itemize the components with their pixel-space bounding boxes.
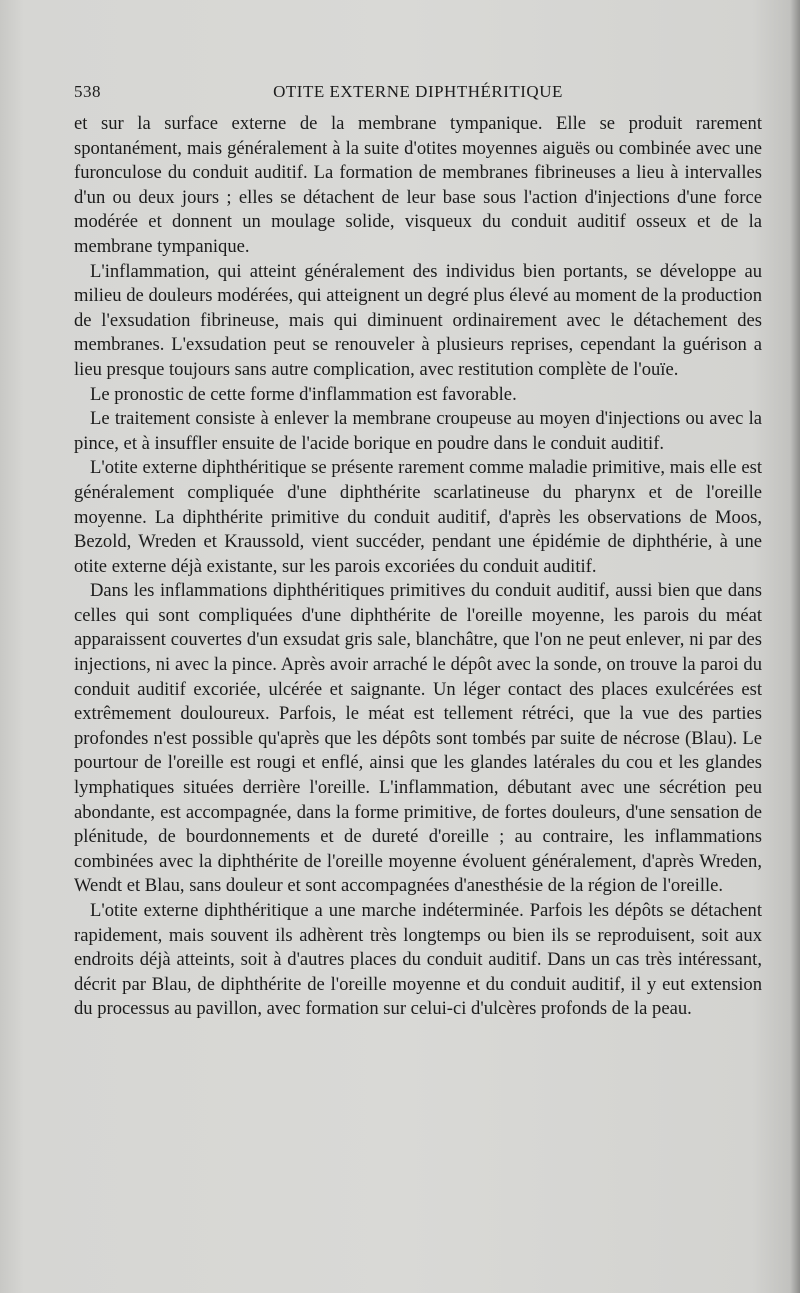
running-title: OTITE EXTERNE DIPHTHÉRITIQUE (273, 82, 563, 101)
paragraph: et sur la surface externe de la membrane tympanique. Elle se produit rarement spontanément, mais généralement à la suite d'otites moyennes aiguës ou combinée avec une furonculose du conduit auditif. La formation de membranes fibrineuses a lieu à intervalles d'un ou deux jours ; elles se détachent de leur base sous l'action d'injections d'une force modérée et donnent un moulage solide, visqueux du conduit auditif osseux et de la membrane tympanique. (74, 113, 762, 257)
body-text (74, 112, 762, 1022)
page-number: 538 (74, 82, 101, 101)
page-edge-shadow (790, 0, 800, 1293)
running-head (74, 82, 762, 102)
paragraph: L'otite externe diphthéritique se présente rarement comme maladie primitive, mais elle est généralement compliquée d'une diphthérite scarlatineuse du pharynx et de l'oreille moyenne. La diphthérite primitive du conduit auditif, d'après les observations de Moos, Bezold, Wreden et Kraussold, vient succéder, pendant une épidémie de diphthérie, à une otite externe déjà existante, sur les parois excoriées du conduit auditif. (74, 457, 762, 577)
paragraph: Le traitement consiste à enlever la membrane croupeuse au moyen d'injections ou avec la pince, et à insuffler ensuite de l'acide borique en poudre dans le conduit auditif. (74, 408, 762, 454)
paragraph: L'inflammation, qui atteint généralement des individus bien portants, se développe au milieu de douleurs modérées, qui atteignent un degré plus élevé au moment de la production de l'exsudation fibrineuse, mais qui diminuent ordinairement avec le détachement des membranes. L'exsudation peut se renouveler à plusieurs reprises, cependant la guérison a lieu presque toujours sans autre complication, avec restitution complète de l'ouïe. (74, 260, 762, 380)
paragraph: Le pronostic de cette forme d'inflammation est favorable. (90, 383, 517, 405)
paragraph: Dans les inflammations diphthéritiques primitives du conduit auditif, aussi bien que dans celles qui sont compliquées d'une diphthérite de l'oreille moyenne, les parois du méat apparaissent couvertes d'un exsudat gris sale, blanchâtre, que l'on ne peut enlever, ni par des injections, ni avec la pince. Après avoir arraché le dépôt avec la sonde, on trouve la paroi du conduit auditif excoriée, ulcérée et saignante. Un léger contact des places exulcérées est extrêmement douloureux. Parfois, le méat est tellement rétréci, que la vue des parties profondes n'est possible qu'après que les dépôts sont tombés par suite de nécrose (Blau). Le pourtour de l'oreille est rougi et enflé, ainsi que les glandes latérales du cou et les glandes lymphatiques situées derrière l'oreille. L'inflammation, débutant avec une sécrétion peu abondante, est accompagnée, dans la forme primitive, de fortes douleurs, d'une sensation de plénitude, de bourdonnements et de dureté d'oreille ; au contraire, les inflammations combinées avec la diphthérite de l'oreille moyenne évoluent généralement, d'après Wreden, Wendt et Blau, sans douleur et sont accompagnées d'anesthésie de la région de l'oreille. (74, 580, 762, 897)
paragraph: L'otite externe diphthéritique a une marche indéterminée. Parfois les dépôts se détachent rapidement, mais souvent ils adhèrent très longtemps ou bien ils se reproduisent, soit aux endroits déjà atteints, soit à d'autres places du conduit auditif. Dans un cas très intéressant, décrit par Blau, de diphthérite de l'oreille moyenne et du conduit auditif, il y eut extension du processus au pavillon, avec formation sur celui-ci d'ulcères profonds de la peau. (74, 900, 762, 1020)
